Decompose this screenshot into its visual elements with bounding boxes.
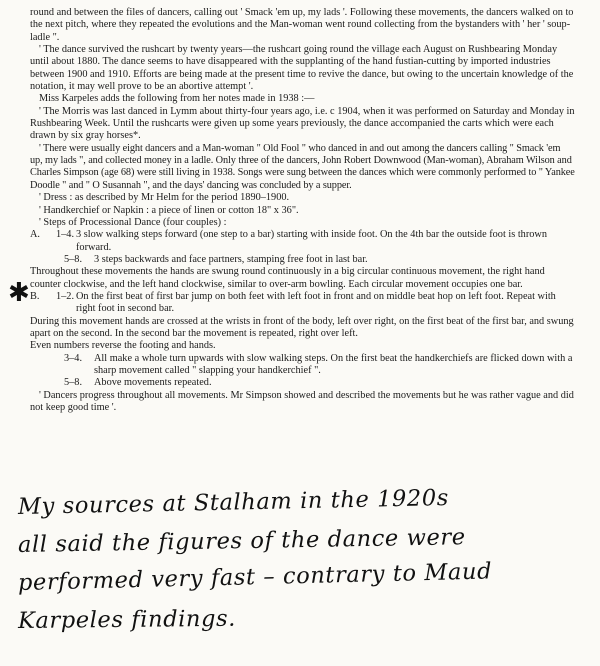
- handwritten-line-3: performed very fast – contrary to Maud: [17, 558, 493, 596]
- handwritten-note: [17, 484, 578, 640]
- step-a-label: A.: [30, 229, 41, 241]
- steps-heading: ' Steps of Processional Dance (four couples) :: [39, 216, 227, 228]
- asterisk-margin-mark: ✱: [8, 278, 30, 308]
- paragraph-2: ' The dance survived the rushcart by twenty years—the rushcart going round the village each August on Rushbearing Monday until about 1880. The dance seems to have disappeared with the supplanting of the hand fustian-cutting by imported industries between 1900 and 1910. Efforts are being made at the present time to revive the dance, but owing to the uncertain knowledge of the notation, it may well prove to be an abortive attempt '.: [30, 44, 574, 93]
- step-a-1-4: [30, 229, 575, 254]
- handkerchief-line: ' Handkerchief or Napkin : a piece of linen or cotton 18" x 36".: [39, 204, 299, 216]
- printed-text: [30, 7, 575, 414]
- step-a-5-8-text: 3 steps backwards and face partners, stamping free foot in last bar.: [94, 253, 368, 265]
- handwritten-line-2: all said the figures of the dance were: [17, 524, 466, 558]
- step-b-3-4: [64, 353, 575, 378]
- step-b-5-8: [64, 377, 575, 389]
- step-a-1-4-range: 1–4.: [56, 229, 75, 241]
- handwritten-line-1: My sources at Stalham in the 1920s: [17, 484, 450, 520]
- step-b-1-2: [30, 291, 575, 316]
- handwritten-line-4: Karpeles findings.: [17, 605, 237, 634]
- step-b-1-2-range: 1–2.: [56, 290, 75, 302]
- step-b-3-4-range: 3–4.: [64, 352, 83, 364]
- step-b-note-1: During this movement hands are crossed at the wrists in front of the body, left over right, on the first beat of the first bar, and swung apart on the second. In the second bar the movement is repeated, right over left.: [30, 315, 574, 339]
- paragraph-5: ' There were usually eight dancers and a Man-woman " Old Fool " who danced in and out among the dancers calling " Smack 'em up, my lads ", and collected money in a ladle. Only three of the dancers, John Robert Downwood (Man-woman), Abraham Wilson and Charles Simpson (age 68) were still living in 1938. Songs were sung between the dances which were commonly performed to " Yankee Doodle " and " O Susannah ", and the days' dancing was concluded by a supper.: [30, 142, 575, 191]
- step-a-note: Throughout these movements the hands are swung round continuously in a big circular continuous movement, the right hand counter clockwise, and the left hand clockwise, similar to over-arm bowling. Each circular movement occupies one bar.: [30, 266, 545, 290]
- step-a-5-8-range: 5–8.: [64, 253, 83, 265]
- step-b-note-2: Even numbers reverse the footing and hands.: [30, 340, 216, 352]
- paragraph-1: round and between the files of dancers, calling out ' Smack 'em up, my lads '. Following these movements, the dancers walked on to the next pitch, where they repeated the evolutions and the Man-woman went round collecting from the bystanders with ' her ' soup-ladle ".: [30, 7, 574, 43]
- step-a-1-4-text: 3 slow walking steps forward (one step to a bar) starting with inside foot. On the 4th bar the outside foot is thrown forward.: [76, 229, 547, 253]
- step-b-label: B.: [30, 290, 40, 302]
- step-b-1-2-text: On the first beat of first bar jump on both feet with left foot in front and on middle beat hop on left foot. Repeat with right foot in second bar.: [76, 290, 556, 315]
- dress-line: ' Dress : as described by Mr Helm for the period 1890–1900.: [39, 192, 290, 204]
- step-a-5-8: [64, 254, 575, 266]
- paragraph-3: Miss Karpeles adds the following from her notes made in 1938 :—: [39, 93, 315, 105]
- step-b-5-8-range: 5–8.: [64, 377, 83, 389]
- final-paragraph: ' Dancers progress throughout all movements. Mr Simpson showed and described the movements but he was rather vague and did not keep good time '.: [30, 389, 574, 413]
- paragraph-4: ' The Morris was last danced in Lymm about thirty-four years ago, i.e. c 1904, when it was performed on Saturday and Monday in Rushbearing Week. Until the rushcarts were given up some years previously, the dance accompanied the carts which were each drawn by six gray horses*.: [30, 105, 575, 142]
- step-b-3-4-text: All make a whole turn upwards with slow walking steps. On the first beat the handkerchiefs are flicked down with a sharp movement called " slapping your handkerchief ".: [94, 352, 573, 376]
- step-b-5-8-text: Above movements repeated.: [94, 377, 212, 389]
